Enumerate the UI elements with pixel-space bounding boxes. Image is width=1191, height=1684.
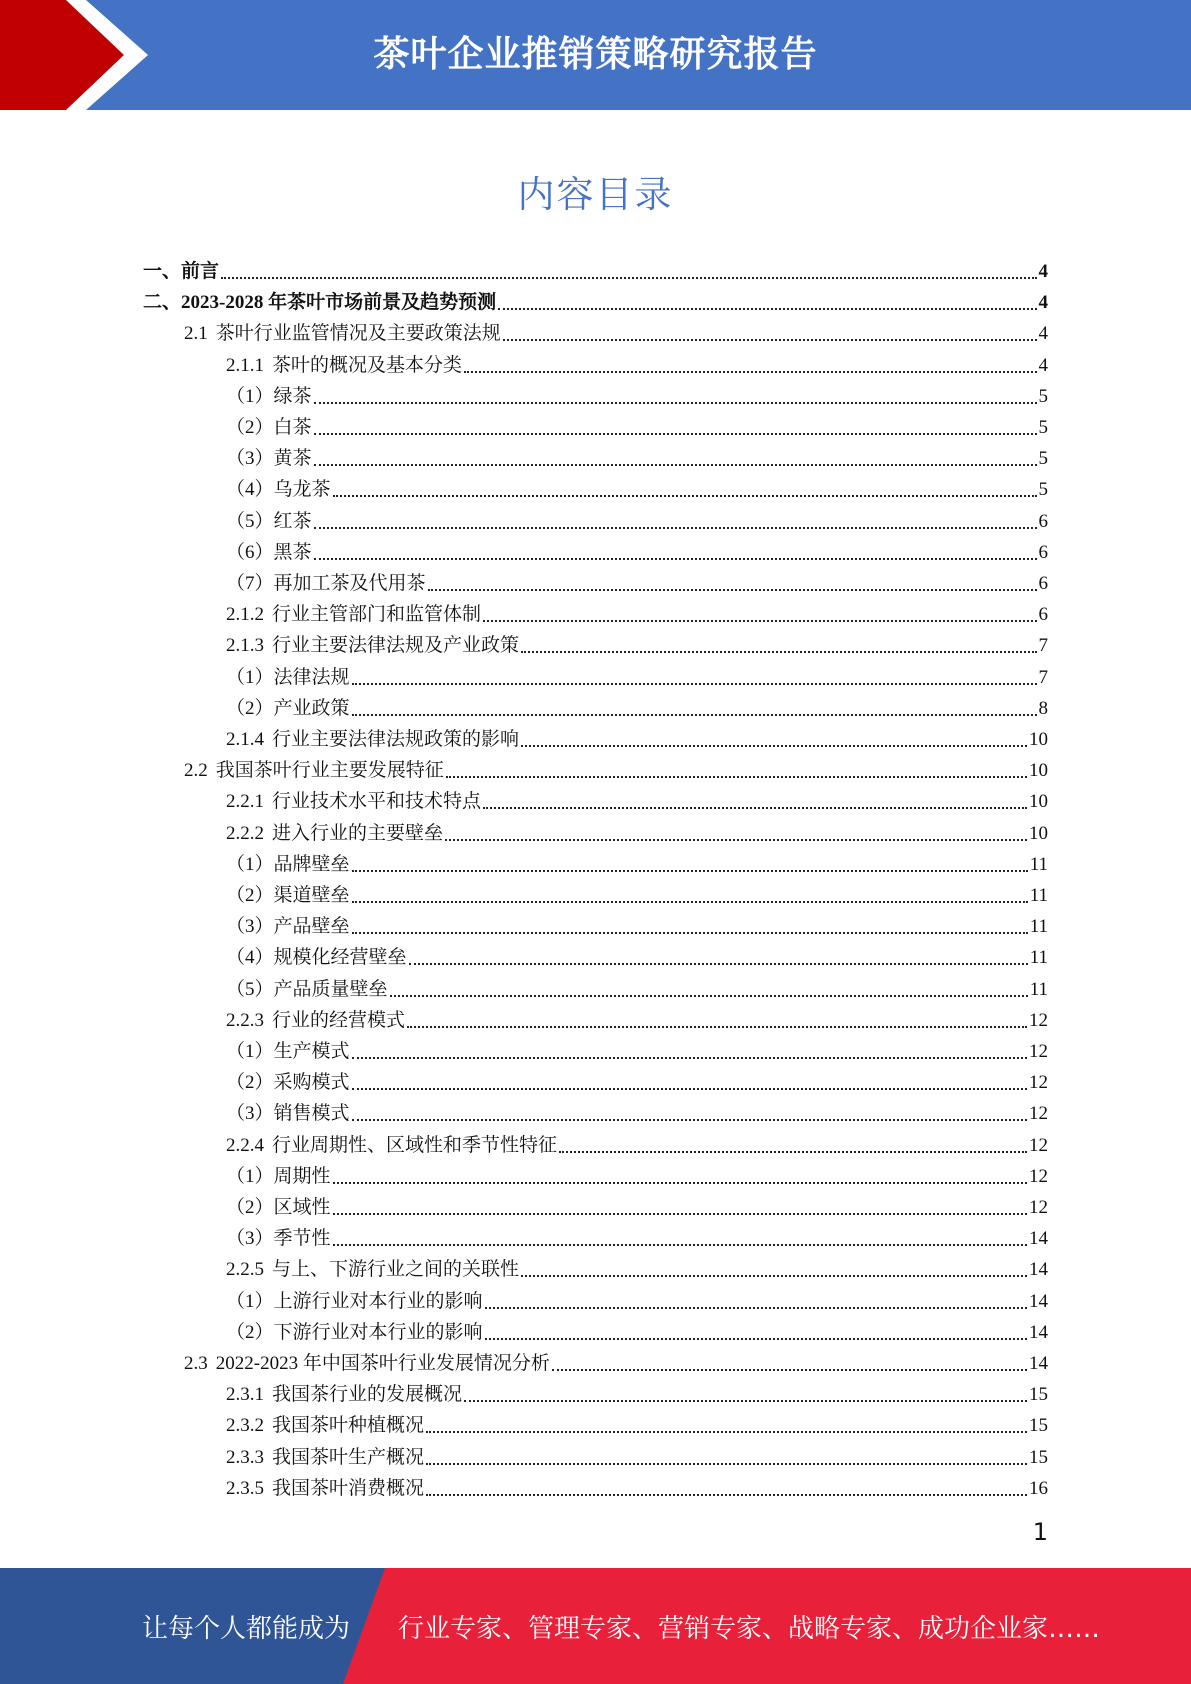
toc-leader-dots (559, 1151, 1027, 1153)
toc-entry[interactable] (226, 1220, 1048, 1251)
toc-entry-page: 14 (1029, 1228, 1048, 1250)
toc-entry[interactable] (226, 815, 1048, 846)
toc-entry-page: 11 (1029, 885, 1048, 906)
toc-leader-dots (521, 1275, 1027, 1277)
toc-leader-dots (446, 776, 1027, 778)
toc-entry[interactable] (226, 1314, 1048, 1345)
toc-entry-label: 行业的经营模式 (272, 1009, 406, 1031)
toc-entry-page: 7 (1038, 666, 1048, 688)
toc-entry[interactable] (184, 752, 1048, 783)
toc-leader-dots (333, 1213, 1027, 1215)
toc-entry-page: 14 (1029, 1259, 1048, 1281)
toc-entry-label: 我国茶叶种植概况 (272, 1415, 425, 1437)
toc-leader-dots (390, 995, 1028, 997)
toc-entry-number: （7） (226, 573, 274, 594)
toc-entry-label: 销售模式 (273, 1103, 350, 1125)
toc-leader-dots (426, 1494, 1027, 1496)
toc-entry-page: 12 (1029, 1009, 1048, 1031)
toc-entry-page: 14 (1029, 1290, 1048, 1312)
toc-entry[interactable] (226, 440, 1048, 471)
toc-entry[interactable] (184, 315, 1048, 346)
toc-entry-label: 红茶 (273, 510, 312, 532)
toc-entry-page: 4 (1038, 292, 1048, 314)
toc-entry[interactable] (226, 534, 1048, 565)
toc-entry-number: 2.2.1 (226, 791, 264, 813)
toc-entry-label: 我国茶叶行业主要发展特征 (215, 760, 444, 782)
toc-entry-page: 16 (1029, 1477, 1048, 1499)
toc-entry-label: 渠道壁垒 (273, 885, 350, 906)
toc-entry[interactable] (143, 253, 1048, 284)
toc-entry-label: 行业主要法律法规政策的影响 (272, 729, 520, 750)
toc-entry-label: 区域性 (273, 1197, 331, 1218)
toc-entry-page: 4 (1038, 261, 1048, 282)
toc-entry-number: （1） (226, 1041, 274, 1062)
toc-entry-page: 6 (1038, 573, 1048, 594)
toc-entry-label: 2022-2023 年中国茶叶行业发展情况分析 (215, 1353, 550, 1374)
toc-entry-page: 6 (1038, 604, 1048, 626)
toc-entry-number: （1） (226, 853, 274, 875)
toc-entry-page: 6 (1038, 541, 1048, 563)
toc-entry[interactable] (226, 1095, 1048, 1126)
toc-entry-number: （4） (226, 479, 274, 501)
toc-leader-dots (333, 1244, 1027, 1246)
toc-entry-number: （6） (226, 541, 274, 563)
toc-entry[interactable] (226, 471, 1048, 502)
toc-entry[interactable] (226, 347, 1048, 378)
toc-entry-label: 再加工茶及代用茶 (273, 573, 426, 594)
toc-entry-page: 11 (1029, 947, 1048, 969)
toc-entry-page: 11 (1029, 978, 1048, 1000)
toc-entry-label: 产业政策 (273, 697, 350, 719)
toc-entry-label: 周期性 (273, 1165, 331, 1187)
toc-entry-number: 2.3.1 (226, 1384, 264, 1406)
toc-entry-number: 2.1 (184, 323, 208, 345)
toc-leader-dots (464, 371, 1036, 373)
toc-entry-number: （1） (226, 666, 274, 688)
toc-entry[interactable] (226, 1439, 1048, 1470)
toc-entry-label: 我国茶行业的发展概况 (272, 1384, 463, 1406)
toc-entry-page: 12 (1029, 1041, 1048, 1062)
toc-leader-dots (409, 963, 1028, 965)
toc-leader-dots (352, 932, 1028, 934)
toc-entry-page: 10 (1029, 791, 1048, 813)
toc-entry-number: （1） (226, 1165, 274, 1187)
toc-entry-page: 7 (1038, 635, 1048, 657)
toc-entry[interactable] (226, 1189, 1048, 1220)
toc-entry-label: 采购模式 (273, 1072, 350, 1094)
toc-leader-dots (352, 1119, 1027, 1121)
toc-entry-label: 产品质量壁垒 (273, 978, 388, 1000)
toc-leader-dots (483, 620, 1036, 622)
toc-entry[interactable] (226, 503, 1048, 534)
toc-entry[interactable] (226, 1127, 1048, 1158)
toc-entry[interactable] (226, 939, 1048, 970)
toc-leader-dots (464, 1400, 1027, 1402)
toc-entry-label: 黑茶 (273, 541, 312, 563)
toc-entry-label: 上游行业对本行业的影响 (273, 1290, 483, 1312)
toc-leader-dots (426, 1463, 1027, 1465)
toc-entry-number: （3） (226, 448, 274, 470)
toc-entry-page: 12 (1029, 1134, 1048, 1156)
toc-entry[interactable] (226, 846, 1048, 877)
toc-entry-label: 生产模式 (273, 1041, 350, 1062)
toc-leader-dots (498, 308, 1036, 310)
toc-entry-page: 15 (1029, 1446, 1048, 1468)
toc-entry-number: 2.2.2 (226, 822, 264, 844)
toc-leader-dots (352, 870, 1028, 872)
toc-leader-dots (428, 589, 1037, 591)
toc-entry[interactable] (226, 565, 1048, 596)
toc-entry[interactable] (226, 1033, 1048, 1064)
toc-entry-label: 二、2023-2028 年茶叶市场前景及趋势预测 (143, 292, 497, 314)
toc-entry-label: 白茶 (273, 417, 312, 438)
toc-entry-number: 2.3.5 (226, 1477, 264, 1499)
toc-entry-label: 进入行业的主要壁垒 (272, 822, 444, 844)
toc-entry-page: 11 (1029, 916, 1048, 938)
toc-leader-dots (352, 1057, 1027, 1059)
toc-title: 内容目录 (517, 173, 674, 216)
toc-entry-label: 行业主要法律法规及产业政策 (272, 635, 520, 657)
toc-entry-label: 产品壁垒 (273, 916, 350, 938)
toc-entry[interactable] (226, 783, 1048, 814)
toc-leader-dots (352, 1088, 1027, 1090)
toc-entry-label: 茶叶行业监管情况及主要政策法规 (215, 323, 501, 345)
header-banner (0, 0, 1191, 110)
toc-entry-label: 乌龙茶 (273, 479, 331, 501)
toc-entry-number: 2.2.3 (226, 1009, 264, 1031)
toc-leader-dots (314, 558, 1037, 560)
toc-entry-number: 2.2.4 (226, 1134, 264, 1156)
toc-entry[interactable] (226, 1251, 1048, 1282)
toc-entry[interactable] (226, 1407, 1048, 1438)
toc-leader-dots (552, 1369, 1027, 1371)
footer-banner (0, 1568, 1191, 1684)
toc-entry[interactable] (226, 721, 1048, 752)
toc-entry-page: 10 (1029, 760, 1048, 782)
toc-entry[interactable] (226, 690, 1048, 721)
toc-entry-page: 6 (1038, 510, 1048, 532)
toc-entry[interactable] (226, 908, 1048, 939)
toc-entry[interactable] (226, 1064, 1048, 1095)
toc-entry-number: （2） (226, 1072, 274, 1094)
toc-leader-dots (333, 495, 1037, 497)
toc-entry-page: 12 (1029, 1072, 1048, 1094)
toc-entry-page: 10 (1029, 729, 1048, 750)
toc-leader-dots (352, 901, 1028, 903)
toc-entry-number: （2） (226, 1321, 274, 1343)
toc-leader-dots (445, 839, 1027, 841)
toc-entry-label: 我国茶叶消费概况 (272, 1477, 425, 1499)
toc-entry-page: 4 (1038, 323, 1048, 345)
toc-entry-page: 12 (1029, 1197, 1048, 1218)
toc-leader-dots (485, 1307, 1027, 1309)
toc-entry-label: 行业主管部门和监管体制 (272, 604, 482, 626)
toc-entry-page: 8 (1038, 697, 1048, 719)
toc-entry-label: 品牌壁垒 (273, 853, 350, 875)
toc-entry-number: 2.2 (184, 760, 208, 782)
toc-leader-dots (485, 1338, 1027, 1340)
toc-entry-page: 15 (1029, 1384, 1048, 1406)
toc-entry-label: 行业技术水平和技术特点 (272, 791, 482, 813)
toc-entry-number: （2） (226, 697, 274, 719)
toc-entry-number: （3） (226, 1228, 274, 1250)
toc-entry[interactable] (226, 409, 1048, 440)
toc-entry-number: （1） (226, 385, 274, 407)
toc-entry-label: 行业周期性、区域性和季节性特征 (272, 1134, 558, 1156)
toc-entry-number: 2.3.2 (226, 1415, 264, 1437)
toc-entry-page: 14 (1029, 1321, 1048, 1343)
toc-entry[interactable] (226, 1283, 1048, 1314)
toc-entry-label: 法律法规 (273, 666, 350, 688)
toc-leader-dots (314, 433, 1037, 435)
footer-slogan-left: 让每个人都能成为 (142, 1614, 351, 1644)
toc-entry[interactable] (143, 284, 1048, 315)
toc-entry-number: 2.1.1 (226, 354, 264, 376)
toc-entry-label: 与上、下游行业之间的关联性 (272, 1259, 520, 1281)
toc-entry-page: 5 (1038, 385, 1048, 407)
toc-leader-dots (333, 1182, 1027, 1184)
toc-entry-number: （3） (226, 916, 274, 938)
report-title: 茶叶企业推销策略研究报告 (373, 34, 818, 75)
toc-entry[interactable] (226, 596, 1048, 627)
toc-entry-page: 5 (1038, 448, 1048, 470)
toc-entry-number: （3） (226, 1103, 274, 1125)
toc-entry-number: 2.3.3 (226, 1446, 264, 1468)
toc-entry-number: （2） (226, 1197, 274, 1218)
toc-entry-number: （2） (226, 417, 274, 438)
toc-entry[interactable] (226, 378, 1048, 409)
toc-entry[interactable] (226, 1376, 1048, 1407)
toc-entry-label: 我国茶叶生产概况 (272, 1446, 425, 1468)
toc-entry-label: 茶叶的概况及基本分类 (272, 354, 463, 376)
toc-entry-label: 黄茶 (273, 448, 312, 470)
toc-entry[interactable] (226, 1002, 1048, 1033)
toc-entry-number: 2.1.2 (226, 604, 264, 626)
toc-entry-label: 一、前言 (143, 261, 220, 282)
toc-entry[interactable] (226, 1470, 1048, 1501)
toc-entry[interactable] (226, 627, 1048, 658)
toc-entry-page: 4 (1038, 354, 1048, 376)
toc-entry-number: （5） (226, 978, 274, 1000)
toc-entry-number: 2.2.5 (226, 1259, 264, 1281)
toc-leader-dots (314, 527, 1037, 529)
toc-entry-page: 14 (1029, 1353, 1048, 1374)
toc-leader-dots (426, 1431, 1027, 1433)
toc-entry-page: 15 (1029, 1415, 1048, 1437)
toc-leader-dots (314, 402, 1037, 404)
toc-entry-page: 11 (1029, 853, 1048, 875)
toc-leader-dots (503, 339, 1037, 341)
toc-entry-number: （4） (226, 947, 274, 969)
toc-entry[interactable] (184, 1345, 1048, 1376)
toc-entry-number: （1） (226, 1290, 274, 1312)
toc-entry-page: 12 (1029, 1165, 1048, 1187)
toc-leader-dots (352, 683, 1037, 685)
toc-entry-page: 5 (1038, 479, 1048, 501)
toc-entry-number: （2） (226, 885, 274, 906)
toc-leader-dots (521, 651, 1036, 653)
toc-entry[interactable] (226, 1158, 1048, 1189)
toc-entry-page: 10 (1029, 822, 1048, 844)
toc-entry[interactable] (226, 971, 1048, 1002)
footer-slogan-right: 行业专家、管理专家、营销专家、战略专家、成功企业家…… (398, 1614, 1101, 1644)
toc-entry-label: 规模化经营壁垒 (273, 947, 407, 969)
toc-entry-number: （5） (226, 510, 274, 532)
toc-entry[interactable] (226, 659, 1048, 690)
toc-entry[interactable] (226, 877, 1048, 908)
toc-entry-page: 5 (1038, 417, 1048, 438)
toc-entry-label: 绿茶 (273, 385, 312, 407)
page-number: 1 (1032, 1518, 1048, 1546)
toc-leader-dots (352, 714, 1037, 716)
toc-leader-dots (221, 277, 1036, 279)
toc-leader-dots (483, 807, 1027, 809)
toc-leader-dots (314, 464, 1037, 466)
toc-entry-page: 12 (1029, 1103, 1048, 1125)
toc-entry-number: 2.3 (184, 1353, 208, 1374)
toc-entry-number: 2.1.4 (226, 729, 264, 750)
toc-entry-label: 季节性 (273, 1228, 331, 1250)
toc-leader-dots (521, 745, 1027, 747)
toc-entry-number: 2.1.3 (226, 635, 264, 657)
toc-leader-dots (407, 1026, 1027, 1028)
toc-entry-label: 下游行业对本行业的影响 (273, 1321, 483, 1343)
